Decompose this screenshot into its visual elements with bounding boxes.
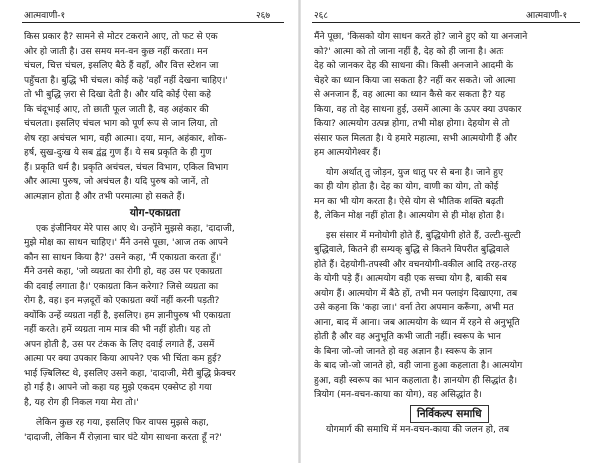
section-heading-wrapper (314, 403, 582, 423)
text-line: मन का भी योग करता है। ऐसे योग से भौतिक शक्ति बढ़ती (314, 196, 504, 207)
text-line: योग अर्थात् तु जोड़न, युज धातु पर से बना है। जाने हुए (326, 167, 503, 178)
text-line: योगमार्ग की समाधि में मन-वचन-काया की जलन हो, तब (326, 424, 510, 435)
text-line: है, यह रोग ही निकल गया मेरा तो।' (24, 397, 139, 408)
text-line: आत्मज्ञान होता है और तभी परमात्मा हो सकते हैं। (24, 191, 185, 202)
text-line: आत्मा पर क्या उपकार किया आपने? एक भी चिंता कम हुई? (24, 354, 222, 364)
text-line: और आत्मा पुरुष, जो अचंचल है। यदि पुरुष को जानें, तो (24, 177, 209, 187)
right-header-rule (312, 22, 580, 23)
section-heading-nirvikalp-samadhi: निर्विकल्प समाधि (410, 405, 489, 424)
text-line: ओर हो जाती है। उस समय मन-वन कुछ नहीं करता। मन (24, 46, 208, 57)
text-line: किस प्रकार है? सामने से मोटर टकराने आए, तो फट से एक (24, 32, 218, 42)
text-line: हैं। प्रकृति धर्म है। प्रकृति अचंचल, चंचल विभाग, एकिल विभाग (24, 162, 229, 173)
text-line: 'दादाजी, लेकिन मैं रोज़ाना चार घंटे योग साधना करता हूँ न?' (24, 432, 222, 443)
left-page-header-title: आत्मवाणी-१ (24, 11, 66, 21)
text-line: है, लेकिन मोक्ष नहीं होता है। आत्मयोग से ही मोक्ष होता है। (314, 211, 505, 221)
section-heading-yoga-ekagrata: योग-एकाग्रता (129, 207, 181, 219)
text-line: किया, वह तो देह साधना हुई, उसमें आत्मा के ऊपर क्या उपकार (314, 104, 522, 115)
text-line: के बिना जो-जो जानते हो वह अज्ञान है। स्वरूप के ज्ञान (314, 346, 493, 357)
right-page-number: २६८ (314, 11, 329, 21)
text-line: कौन सा साधन किया है?' उसने कहा, 'मैं एकाग्रता करता हूँ।' (24, 252, 222, 263)
text-line: इस संसार में मनोयोगी होते हैं, बुद्धियोगी होते हैं, उल्टी-सुल्टी (326, 230, 521, 241)
text-line: के बाद जो-जो जानते हो, वही जाना हुआ कहलाता है। आत्मयोग (314, 361, 523, 371)
left-header-rule (22, 22, 284, 23)
text-line: अयोग हैं। आत्मयोग में बैठे हों, तभी मन फ्लाइंग दिखाएगा, तब (314, 288, 518, 299)
left-page-body (24, 30, 286, 445)
text-line: पहुँचता है। बुद्धि भी चंचल। कोई कहे 'वहाँ नहीं देखना चाहिए।' (24, 75, 228, 86)
text-line: रोग है, वह। इन मज़दूरों को एकाग्रता क्यों नहीं करनी पड़ती? (24, 296, 220, 306)
text-line: लेकिन कुछ रह गया, इसलिए फिर वापस मुझसे कहा, (36, 418, 209, 428)
text-line: हो गई है। आपने जो कहा यह मुझे एकदम एक्सेप्ट हो गया (24, 383, 212, 393)
text-line: को?' आत्मा को तो जाना नहीं है, देह को ही जाना है। अतः (314, 46, 504, 57)
text-line: बुद्धिवाले, कितने ही सम्यक् बुद्धि से कितने विपरीत बुद्धिवाले (314, 245, 510, 255)
text-line: संसार फल मिलता है। ये हमारे महात्मा, सभी आत्मयोगी हैं और (314, 133, 517, 144)
text-line: चेहरे का ध्यान किया जा सकता है? नहीं कर सकते। जो आत्मा (314, 75, 516, 86)
text-line: हर्ष, सुख-दुःख ये सब द्वंद्व गुण हैं। ये सब प्रकृति के ही गुण (24, 148, 212, 158)
right-page (300, 0, 600, 463)
text-line: देह को जानकर देह की साधना की। किसी अनजाने आदमी के (314, 61, 513, 71)
text-line: होते हैं। देहयोगी-तपस्वी और वचनयोगी-वकील आदि तरह-तरह (314, 259, 517, 270)
text-line: मुझे मोक्ष का साधन चाहिए।' मैंने उनसे पूछा, 'आज तक आपने (24, 238, 228, 248)
text-line: चंचलता। इसलिए चंचल भाग को पूर्ण रूप से जान लिया, तो (24, 119, 218, 129)
text-line: हम आत्मयोगेश्वर हैं। (314, 148, 382, 158)
right-page-body (314, 30, 582, 437)
text-line: अपन होती है, उस पर टंकक के लिए दवाई लगाते हैं, उसमें (24, 339, 215, 350)
text-line: का ही योग होता है। देह का योग, वाणी का योग, तो कोई (314, 182, 499, 192)
text-line: की दवाई लगाता है।' एकाग्रता किन करेगा? जिसे व्यग्रता का (24, 281, 219, 292)
text-line: उसे कहना कि 'कहा जा।' वर्ना तेरा अपमान करूँगा, अभी मत (314, 303, 514, 313)
text-line: के योगी पड़े हैं। आत्मयोग वही एक सच्चा योग है, बाकी सब (314, 274, 507, 284)
right-page-header-title: आत्मवाणी-१ (526, 11, 568, 21)
text-line: तो भी बुद्धि ज़रा से दिखा देती है। और यदि कोई ऐसा कहे (24, 90, 212, 100)
text-line: नहीं करते। हमें व्यग्रता नाम मात्र की भी नहीं होती। यह तो (24, 325, 211, 335)
text-line: शेष रहा अचंचल भाग, वही आत्मा। दया, मान, अहंकार, शोक- (24, 133, 227, 144)
text-line: मैंने उनसे कहा, 'जो व्यग्रता का रोगी हो, वह उस पर एकाग्रता (24, 267, 223, 277)
text-line: से अनजान हैं, वह आत्मा का ध्यान कैसे कर सकता है? यह (314, 90, 506, 100)
text-line: चंचल, चित्त चंचल, इसलिए बैठे हैं वहाँ, और वित्त स्टेशन जा (24, 61, 219, 71)
text-line: त्रियोग (मन-वचन-काया का योग), वह असिद्धांत है। (314, 390, 482, 400)
text-line: भाई ज़्बिलिस्ट थे, इसलिए उसने कहा, 'दादाजी, मेरी बुद्धि फ्रेक्चर (24, 368, 236, 379)
text-line: आना, बाद में आना। जब आत्मयोग के ध्यान में रहने से अनुभूति (314, 317, 520, 328)
left-page-number: २६७ (256, 11, 271, 21)
text-line: किया? आत्मयोग उत्पन्न होगा, तभी मोक्ष होगा। देहयोग से तो (314, 119, 510, 129)
text-line: कि चंदूभाई आए, तो छाती फूल जाती है, वह अहंकार की (24, 104, 209, 115)
text-line: मैंने पूछा, 'किसको योग साधन करते हो? जाने हुए को या अनजाने (314, 32, 528, 42)
text-line: क्योंकि उन्हें व्यग्रता नहीं है, इसलिए। हम ज्ञानीपुरुष भी एकाग्रता (24, 310, 231, 321)
text-line: होती है और वह अनुभूति कभी जाती नहीं। स्वरूप के भान (314, 332, 501, 342)
text-line: एक इंजीनियर मेरे पास आए थे। उन्होंने मुझसे कहा, 'दादाजी, (36, 223, 235, 234)
text-line: हुआ, वही स्वरूप का भान कहलाता है। ज्ञानयोग ही सिद्धांत है। (314, 375, 518, 386)
